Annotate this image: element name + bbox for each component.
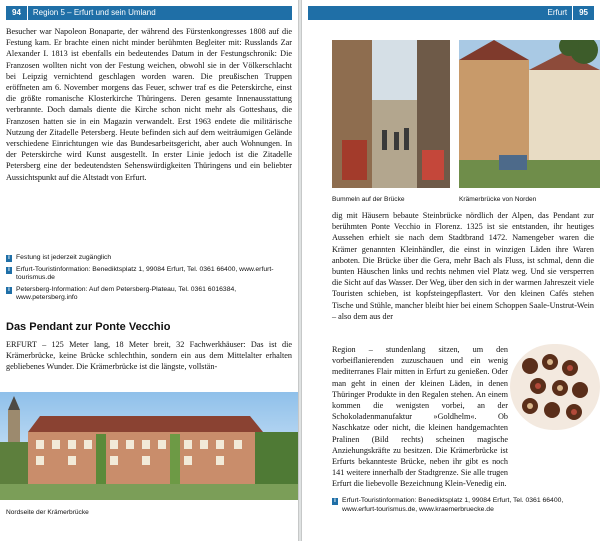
- photo-pralinen: [510, 344, 600, 430]
- right-paragraph-1: dig mit Häusern bebaute Steinbrücke nördlich der Alpen, das Pendant zur berühmten Ponte Vecchio in Florenz. 1325 ist sie entstanden, ihr heutiges Aussehen erhielt sie nach dem Stadtbrand 1472. Namengeber waren die Krämer genannten Kleinhändler, die einst in winzigen Läden ihre Waren anboten. Die Brücke über die Gera, mehr Bach als Fluss, ist schmal, denn die bunten Häuschen links und rechts nehmen viel Platz weg. Und sie versperren die Sicht auf das Wasser. Der Weg, über den sich in der warmen Jahreszeit viele Touristen schieben, ist kopfsteingepflastert. Vor den kleinen Cafés stehen Tische und Stühle, mancher bleibt hier bei einem Schoppen Saale-Unstrut-Wein – also dem aus der: [332, 211, 594, 321]
- info-icon: i: [6, 267, 12, 274]
- photo-bummeln: [332, 40, 450, 188]
- info-icon: i: [332, 498, 338, 505]
- right-info-box: [332, 497, 594, 517]
- left-page-header: [6, 6, 292, 20]
- left-header-title: Region 5 – Erfurt und sein Umland: [32, 8, 156, 17]
- left-paragraph-1: Besucher war Napoleon Bonaparte, der während des Fürstenkongresses 1808 auf die Festung kam. Er brachte einen nicht minder berühmten Begleiter mit: Russlands Zar Alexander I. 1813 ist ebenfalls ein bedeutendes Datum in der Festungschronik: Die Franzosen wollten nicht von der Festung weichen, obwohl sie in der Völkerschlacht bei Leipzig vernichtend geschlagen worden waren. Die preußischen Truppen eröffneten am 6. November morgens das Feuer, schwer traf es die Peterskirche, einst die größte romanische Klosterkirche Thüringens. Deren gesamte Innenausstattung verbrannte. Doch damals diente die Kirche schon nicht mehr als Gotteshaus, die Franzosen hatten sie in ein Magazin verwandelt. Erst 1963 endete die militärische Nutzung der Zitadelle Petersberg. Heute befinden sich auf dem weiträumigen Gelände verschiedene Einrichtungen wie das Bundesarbeitsgericht, aber auch Wohnungen. In der Peterskirche wird Kunst ausgestellt. In erster Linie jedoch ist die Zitadelle Petersberg eine der bedeutendsten Sehenswürdigkeiten Thüringens und ein beliebter Aussichtspunkt auf die Altstadt von Erfurt.: [6, 27, 292, 182]
- left-page: [0, 0, 298, 541]
- left-photo-caption: Nordseite der Krämerbrücke: [6, 509, 89, 516]
- right-header-title: Erfurt: [547, 8, 568, 17]
- right-caption-right: Krämerbrücke von Norden: [459, 196, 537, 203]
- left-paragraph-2: ERFURT – 125 Meter lang, 18 Meter breit, 32 Fachwerkhäuser: Das ist die Krämerbrücke, keine Brücke schlechthin, sondern ein aus dem Mittelalter erhalten gebliebenes Wunder. Die Krämerbrücke ist die längste, vollstän-: [6, 340, 292, 372]
- right-paragraph-2: Region – stundenlang sitzen, um den vorbeiflanierenden zuzuschauen und ein wenig mediterranes Flair mitten in Erfurt zu genießen. Oder man geht in einen der kleinen Läden, in denen Thüringer Produkte in den Regalen stehen. An einem kommen die wenigsten vorbei, an der Schokoladenmanufaktur »Goldhelm«. Ob Naschkatze oder nicht, die kleinen handgemachten Pralinen (Bild rechts) scheinen magische Anziehungskräfte zu besitzen. Die Krämerbrücke ist Erfurts bekannteste Brücke, neben ihr gibt es noch 141 weitere innerhalb der Stadtgrenze. Sie alle trugen Erfurt die liebevolle Bezeichnung Klein-Venedig ein.: [332, 345, 508, 489]
- right-page: [302, 0, 600, 541]
- photo-kraemerbruecke-von-norden: [459, 40, 600, 188]
- photo-kraemerbruecke-north: [0, 392, 298, 500]
- info-icon: i: [6, 287, 12, 294]
- right-caption-left: Bummeln auf der Brücke: [332, 196, 405, 203]
- info-row: i Erfurt-Touristinformation: Benediktsplatz 1, 99084 Erfurt, Tel. 0361 66400, www.erfurt-tourismus.de, www.kraemerbruecke.de: [332, 497, 594, 514]
- left-info-box: [6, 254, 292, 306]
- section-title: Das Pendant zur Ponte Vecchio: [6, 321, 171, 333]
- left-page-number: 94: [12, 8, 21, 17]
- info-row: i Petersberg-Information: Auf dem Petersberg-Plateau, Tel. 0361 6016384, www.petersberg.info: [6, 286, 292, 303]
- info-row: i Festung ist jederzeit zugänglich: [6, 254, 292, 263]
- right-page-number: 95: [579, 8, 588, 17]
- right-page-header: [308, 6, 594, 20]
- info-icon: i: [6, 255, 12, 262]
- info-row: i Erfurt-Touristinformation: Benediktsplatz 1, 99084 Erfurt, Tel. 0361 66400, www.erfurt-tourismus.de: [6, 266, 292, 283]
